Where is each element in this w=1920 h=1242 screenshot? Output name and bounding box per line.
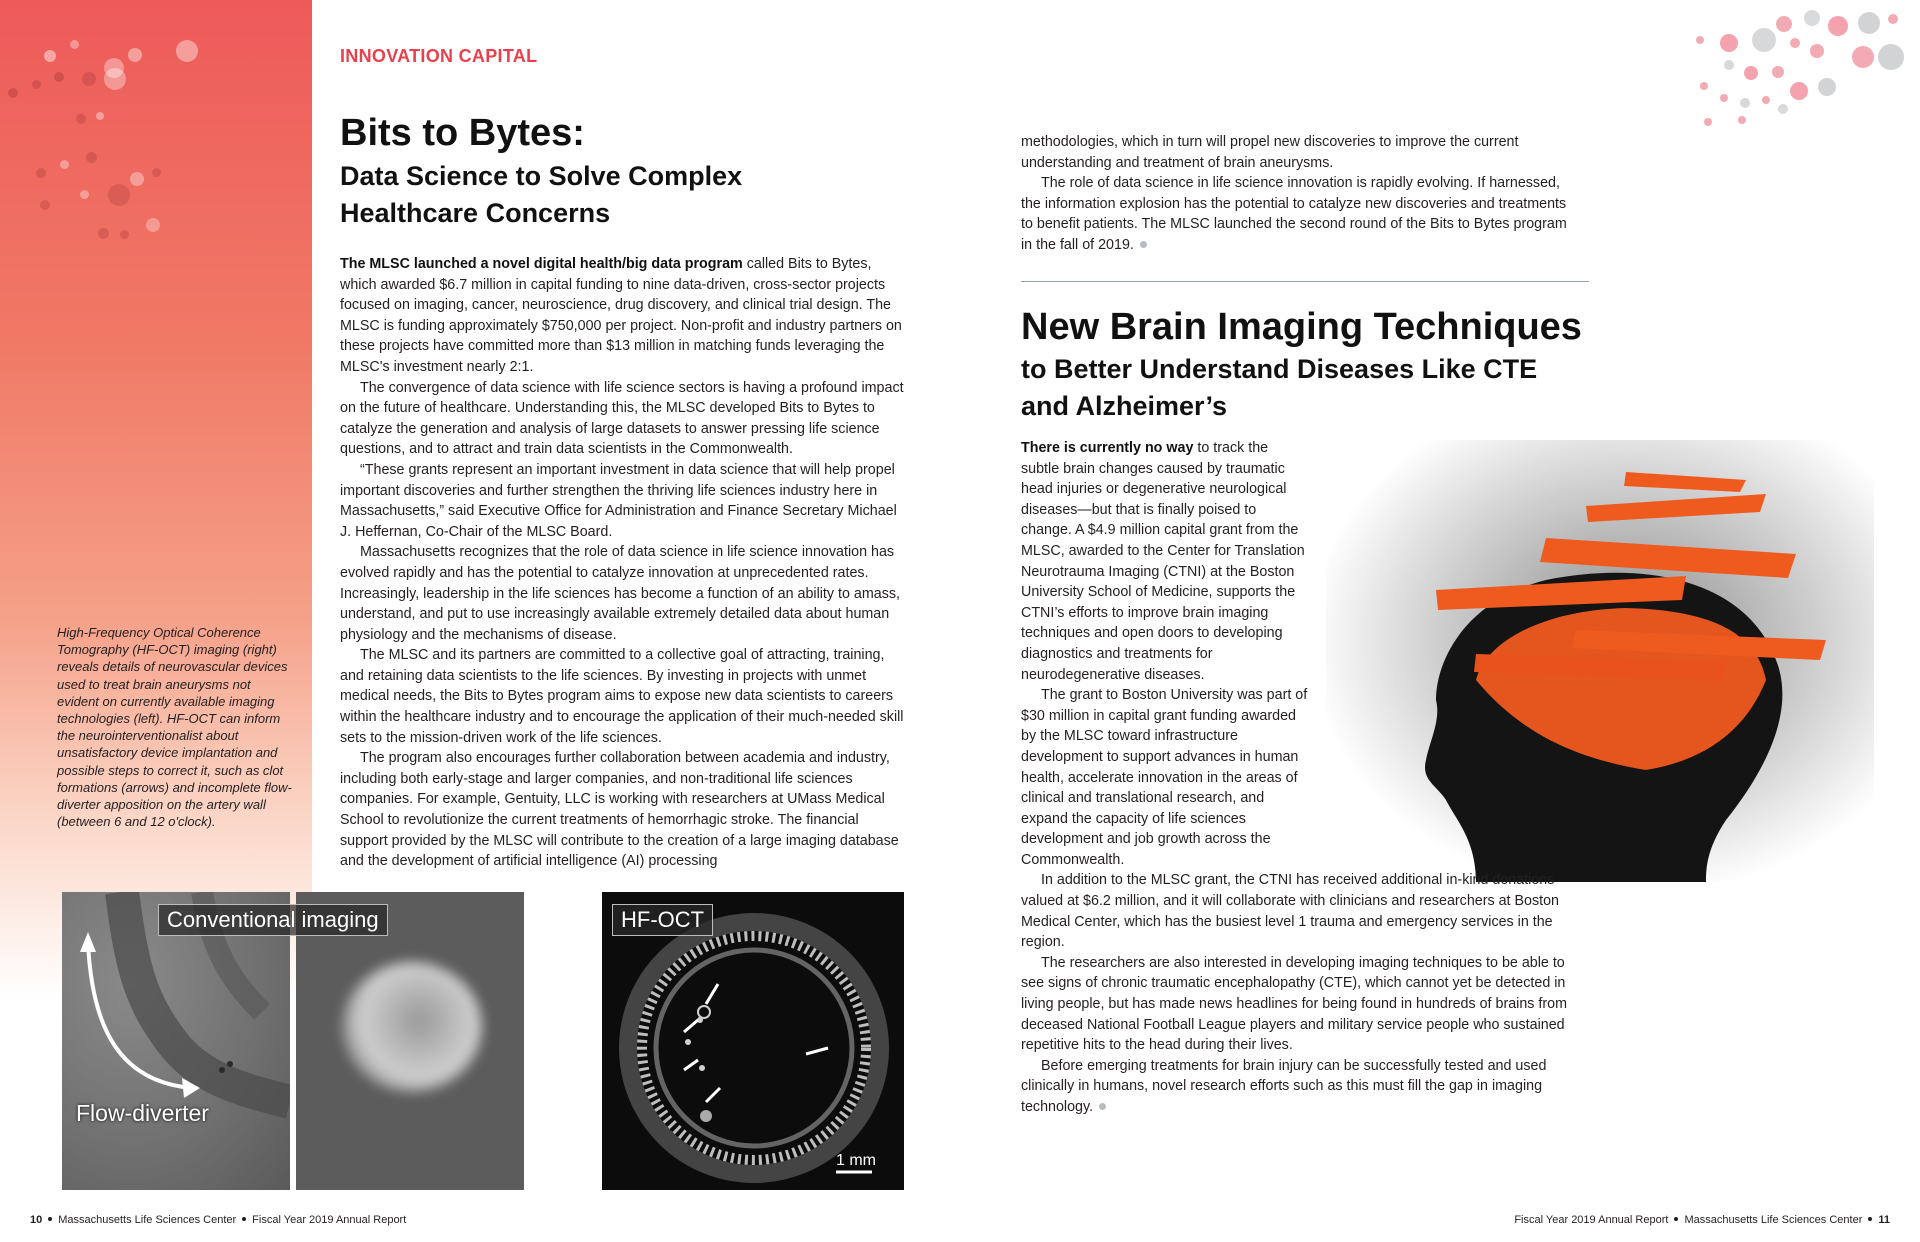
footer-org-right: Massachusetts Life Sciences Center	[1684, 1214, 1863, 1226]
paragraph: The convergence of data science with life science sectors is having a profound impact on the future of healthcare. Understanding this, the MLSC developed Bits to Bytes to catalyze the generation and analysis of large datasets to answer pressing life science questions, and to attract and train data scientists in the Commonwealth.	[340, 379, 904, 458]
hf-oct-label: HF-OCT	[612, 904, 713, 936]
decorative-dots-right	[1680, 0, 1920, 140]
scale-bar-label: 1 mm	[836, 1152, 876, 1169]
article-body-right	[1021, 438, 1579, 1118]
conventional-imaging-label: Conventional imaging	[158, 904, 388, 936]
lead-in-2: There is currently no way	[1021, 440, 1194, 456]
page-number-right: 11	[1878, 1214, 1890, 1226]
oct-ring-illustration	[602, 892, 904, 1190]
paragraph: methodologies, which in turn will propel new discoveries to improve the current understanding and treatment of brain aneurysms.	[1021, 134, 1519, 171]
section-label: INNOVATION CAPITAL	[340, 46, 538, 66]
footer-report-left: Fiscal Year 2019 Annual Report	[252, 1214, 407, 1226]
imaging-figure	[62, 892, 904, 1190]
flow-diverter-label: Flow-diverter	[76, 1100, 209, 1126]
end-mark	[1140, 241, 1147, 248]
paragraph: In addition to the MLSC grant, the CTNI has received additional in-kind donations valued at $6.2 million, and it will collaborate with clinicians and researchers at Boston Medical Center, which has the busiest level 1 trauma and emergency services in the region.	[1021, 872, 1560, 951]
vessel-illustration	[62, 892, 290, 1190]
footer-left	[30, 1214, 406, 1226]
conventional-zoom-image	[296, 892, 524, 1190]
arrow-head-up	[80, 932, 96, 952]
article-2-title: New Brain Imaging Techniques	[1021, 306, 1582, 348]
decorative-dots-left	[0, 0, 220, 260]
article-body-left	[340, 254, 908, 872]
paragraph: Before emerging treatments for brain injury can be successfully tested and used clinically in humans, novel research efforts such as this must fill the gap in imaging technology.	[1021, 1057, 1547, 1115]
paragraph: The MLSC and its partners are committed to a collective goal of attracting, training, and retaining data scientists to the life sciences. By investing in projects with unmet medical needs, the Bits to Bytes program aims to expose new data scientists to careers within the healthcare industry and to encourage the application of their much-needed skill sets to the mission-driven work of the life sciences.	[340, 647, 904, 746]
paragraph: Massachusetts recognizes that the role of data science in life science innovation has evolved rapidly and has the potential to catalyze innovation at unprecedented rates. Increasingly, leadership in the life sciences has become a function of an ability to amass, understand, and put to use increasingly available extremely detailed data about human physiology and the mechanisms of disease.	[340, 544, 901, 643]
paragraph: The role of data science in life science innovation is rapidly evolving. If harnessed, the information explosion has the potential to catalyze new discoveries and treatments to benefit patients. The MLSC launched the second round of the Bits to Bytes program in the fall of 2019.	[1021, 175, 1567, 253]
paragraph: The MLSC launched a novel digital health/big data program called Bits to Bytes, which awarded $6.7 million in capital funding to nine data-driven, cross-sector projects focused on imaging, cancer, neuroscience, drug discovery, and clinical trial design. The MLSC is funding approximately $750,000 per project. Non-profit and industry partners on these projects have committed more than $13 million in matching funds leveraging the MLSC's investment nearly 2:1.	[340, 256, 902, 375]
paragraph: “These grants represent an important investment in data science that will help propel important discoveries and further strengthen the thriving life sciences industry here in Massachusetts,” said Executive Office for Administration and Finance Secretary Michael J. Heffernan, Co-Chair of the MLSC Board.	[340, 461, 897, 540]
end-mark	[1099, 1103, 1106, 1110]
article-2-subtitle: to Better Understand Diseases Like CTE and Alzheimer’s	[1021, 354, 1538, 421]
paragraph: The program also encourages further collaboration between academia and industry, including both early-stage and larger companies, and non-traditional life sciences companies. For example, Gentuity, LLC is working with researchers at UMass Medical School to revolutionize the current treatments of hemorrhagic stroke. The financial support provided by the MLSC will contribute to the creation of a large imaging database and the development of artificial intelligence (AI) processing	[340, 750, 899, 870]
footer-right	[1514, 1214, 1890, 1226]
conventional-angiogram-image	[62, 892, 290, 1190]
paragraph: There is currently no way to track the subtle brain changes caused by traumatic head injuries or degenerative neurological diseases—but that is finally poised to change. A $4.9 million capital grant from the MLSC, awarded to the Center for Translation Neurotrauma Imaging (CTNI) at the Boston University School of Medicine, supports the CTNI’s efforts to improve brain imaging techniques and open doors to developing diagnostics and treatments for neurodegenerative diseases.	[1021, 440, 1305, 683]
article-continuation	[1021, 132, 1577, 256]
article-subtitle: Data Science to Solve Complex Healthcare Concerns	[340, 161, 743, 228]
figure-caption: High-Frequency Optical Coherence Tomography (HF-OCT) imaging (right) reveals details of neurovascular devices used to treat brain aneurysms not evident on currently available imaging technologies (left). HF-OCT can inform the neurointerventionalist about unsatisfactory device implantation and possible steps to correct it, such as clot formations (arrows) and incomplete flow-diverter apposition on the artery wall (between 6 and 12 o'clock).	[57, 625, 292, 830]
page-number-left: 10	[30, 1214, 43, 1226]
hf-oct-image	[602, 892, 904, 1190]
article-title: Bits to Bytes:	[340, 112, 585, 154]
paragraph: The researchers are also interested in developing imaging techniques to be able to see signs of chronic traumatic encephalopathy (CTE), which cannot yet be detected in living people, but has made news headlines for being found in hundreds of brains from deceased National Football League players and military service people who sustained repetitive hits to the head during their lives.	[1021, 954, 1568, 1054]
section-divider	[1021, 281, 1589, 282]
paragraph: The grant to Boston University was part of $30 million in capital grant funding awarded by the MLSC toward infrastructure development to support advances in human health, accelerate innovation in the areas of clinical and translational research, and expand the capacity of life sciences development and job growth across the Commonwealth.	[1021, 687, 1308, 868]
lead-in: The MLSC launched a novel digital health/big data program	[340, 256, 743, 272]
footer-org-left: Massachusetts Life Sciences Center	[58, 1214, 237, 1226]
footer-report-right: Fiscal Year 2019 Annual Report	[1514, 1214, 1669, 1226]
